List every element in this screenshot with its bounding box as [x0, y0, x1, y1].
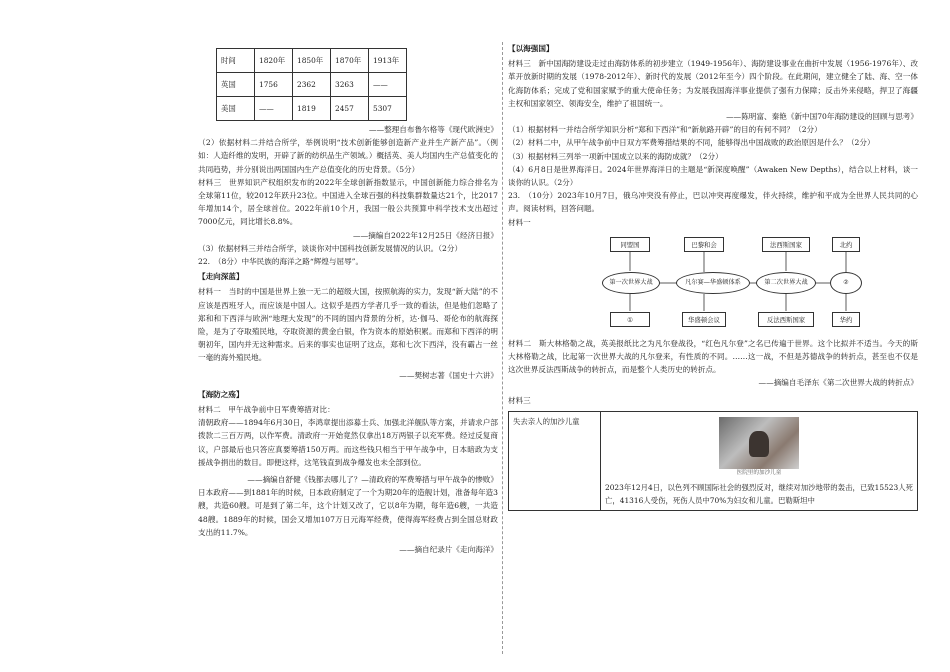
question-2: （2）依据材料二并结合所学，举例说明“技术创新能够创造新产业并生产新产品”。（例如：人造纤维的发明，开辟了新的纺织品生产领域。）概括英、美人均国内生产总值变化的共同趋势，并分别说出两国国内生产总值变化的历史背景。（5分） [198, 138, 498, 174]
material-3-cell-text: 2023年12月4日，以色列不顾国际社会的强烈反对，继续对加沙地带的轰击，已致15523人死亡，41316人受伤，死伤人员中70%为妇女和儿童。巴勒斯坦中 [605, 482, 913, 506]
section-heading-sea-power: 【以海强国】 [508, 44, 554, 53]
table-cell: 1913年 [369, 49, 407, 73]
table-cell-content [601, 411, 918, 510]
question-23: 23. （10分）2023年10月7日，俄乌冲突没有停止，巴以冲突再度爆发，伴火持续，维护和平成为全世界人民共同的心声。阅读材料，回答问题。 [508, 191, 918, 214]
table-cell: 美国 [217, 97, 255, 121]
table-cell: 1819 [293, 97, 331, 121]
diagram-box-central-powers: 同盟国 [610, 237, 650, 252]
table-row [217, 73, 407, 97]
question-2-right: （2）材料二中，从甲午战争前中日双方军费筹措结果的不同，能够得出中国战败的政治原因是什么？（2分） [508, 138, 875, 148]
question-22: 22. （8分）中华民族的海洋之路“辉煌与屈辱”。 [198, 257, 364, 267]
material-2-qing: 清朝政府——1894年6月30日，李鸿章提出添募士兵、加强北洋舰队等方案，并请求户部拨款二三百万两，以作军费。清政府一开始竟然仅拿出18万两银子以充军费。经过反复商议，户部最后也只答应真要筹措150万两。而这些钱只相当于甲午战争中，日本暗政为支援战争捐出的数目。即便这样，这笔钱直到战争爆发也未全部到位。 [198, 418, 498, 467]
question-4: （4）6月8日是世界海洋日。2024年世界海洋日的主题是“新深度唤醒”（Awaken New Depths），结合以上材料，谈一谈你的认识。（2分） [508, 164, 918, 188]
diagram-box-paris-conference: 巴黎和会 [684, 237, 724, 252]
right-column [508, 40, 918, 511]
table-cell: 时间 [217, 49, 255, 73]
source-citation: ——摘编自舒健《钱都去哪儿了？—清政府的军费筹措与甲午战争的惨败》 [247, 475, 498, 485]
section-heading-deep-blue: 【走向深蓝】 [198, 272, 244, 282]
material-3-label: 材料三 [508, 395, 531, 405]
source-citation: ——摘编自毛泽东《第二次世界大战的转折点》 [758, 378, 918, 388]
table-cell: 3263 [331, 73, 369, 97]
left-column [198, 40, 498, 556]
table-cell: 1820年 [255, 49, 293, 73]
table-cell: 1870年 [331, 49, 369, 73]
diagram-box-washington-conference: 华盛顿会议 [682, 312, 726, 327]
photo-caption: 医院里的加沙儿童 [736, 469, 782, 476]
history-diagram [608, 235, 908, 331]
section-heading-coastal-defense: 【海防之殇】 [198, 389, 244, 399]
source-citation: ——摘自纪录片《走向海洋》 [399, 545, 498, 555]
diagram-box-warsaw-pact: 华约 [832, 312, 860, 327]
material-3-right: 材料三 新中国海防建设走过由海防体系的初步建立（1949-1956年）、海防建设事业在曲折中发展（1956-1976年）、改革开放新时期的发展（1978-2012年）、新时代的发展（2012年至今）四个阶段。在此期间，建立健全了陆、海、空一体化海防体系；完成了党和国家赋予的重大使命任务；为发展我国海洋事业提供了强有力保障；反击外来侵略，捍卫了海疆主权和国家领空、领海安全，维护了祖国统一。 [508, 59, 918, 108]
question-3-right: （3）根据材料三列举一项新中国成立以来的海防成就？（2分） [508, 151, 723, 161]
table-cell: —— [369, 73, 407, 97]
table-row [217, 49, 407, 73]
source-citation: ——陈明富、秦艳《新中国70年海防建设的回顾与思考》 [726, 112, 918, 122]
diagram-box-nato: 北约 [832, 237, 860, 252]
material-2-title: 材料二 甲午战争前中日军费筹措对比： [198, 405, 335, 415]
source-citation: ——整理自布鲁尔格等《现代欧洲史》 [368, 125, 498, 134]
diagram-node-blank-2: ② [830, 272, 862, 294]
table-row [217, 97, 407, 121]
material-3-table [508, 411, 918, 511]
gaza-child-photo [719, 417, 799, 469]
material-1-label: 材料一 [508, 217, 531, 227]
material-1: 材料一 当时的中国是世界上独一无二的超级大国，按照航海的实力，发现“新大陆”的不应该是西班牙人，而应该是中国人。这似乎是西方学者几乎一致的看法，但是他们忽略了郑和和下西洋与欧洲“地理大发现”的不同的国内背景的分析，达·伽马、哥伦布的航海探险，是为了夺取殖民地，夺取资源的黄金白银，作为资本的原始积累。而郑和下西洋的明朝初年，国内并无这种需求。后来的事实也证明了这点，郑和七次下西洋，没有霸占一丝一毫的海外殖民地。 [198, 287, 498, 363]
gdp-table [216, 48, 407, 121]
table-cell: 1850年 [293, 49, 331, 73]
diagram-box-fascist-states: 法西斯国家 [762, 237, 810, 252]
material-3: 材料三 世界知识产权组织发布的2022年全球创新指数显示，中国创新能力综合排名为全球第11位，较2012年跃升23位。中国进入全球百强的科技集群数量达21个，比2017年增加14个，居全球首位。2022年前10个月，我国一般公共预算中科学技术支出超过7000亿元，同比增长8.8%。 [198, 177, 498, 227]
table-cell: —— [255, 97, 293, 121]
source-citation: ——摘编自2022年12月25日《经济日报》 [353, 230, 498, 240]
material-2-japan: 日本政府——到1881年的时候，日本政府制定了一个为期20年的造舰计划，准备每年造3艘，共造60艘。可是到了第二年，这个计划又改了，它以8年为期，每年造6艘，一共造48艘。1889年的时候，国会又增加107万日元海军经费，使得海军经费占到全国总财政支出的11.7%。 [198, 488, 498, 537]
diagram-node-versailles-washington: 凡尔赛—华盛顿体系 [676, 272, 750, 294]
diagram-node-wwi: 第一次世界大战 [602, 272, 660, 294]
diagram-box-blank-1: ① [610, 312, 650, 327]
source-citation: ——樊树志著《国史十六讲》 [399, 370, 498, 380]
table-cell: 2457 [331, 97, 369, 121]
table-cell: 英国 [217, 73, 255, 97]
material-2-right: 材料二 斯大林格勒之战，英美报纸比之为凡尔登战役，“红色凡尔登”之名已传遍于世界。这个比拟并不适当。今天的斯大林格勒之战，比起第一次世界大战的凡尔登来，有性质的不同。……这一战，不但是苏德战争的转折点，甚至也不仅是这次世界反法西斯战争的转折点，而是整个人类历史的转折点。 [508, 338, 918, 375]
table-cell: 2362 [293, 73, 331, 97]
table-cell: 1756 [255, 73, 293, 97]
table-cell: 5307 [369, 97, 407, 121]
column-divider [502, 42, 503, 654]
diagram-node-wwii: 第二次世界大战 [756, 272, 816, 294]
diagram-box-anti-fascist-states: 反法西斯国家 [758, 312, 814, 327]
question-1: （1）根据材料一并结合所学知识分析“郑和下西洋”和“新航路开辟”的目的有何不同？（2分） [508, 125, 822, 135]
table-cell-title: 失去亲人的加沙儿童 [509, 411, 601, 510]
question-3: （3）依据材料三并结合所学，谈谈你对中国科技创新发展情况的认识。（2分） [198, 243, 463, 253]
table-row [509, 411, 918, 510]
